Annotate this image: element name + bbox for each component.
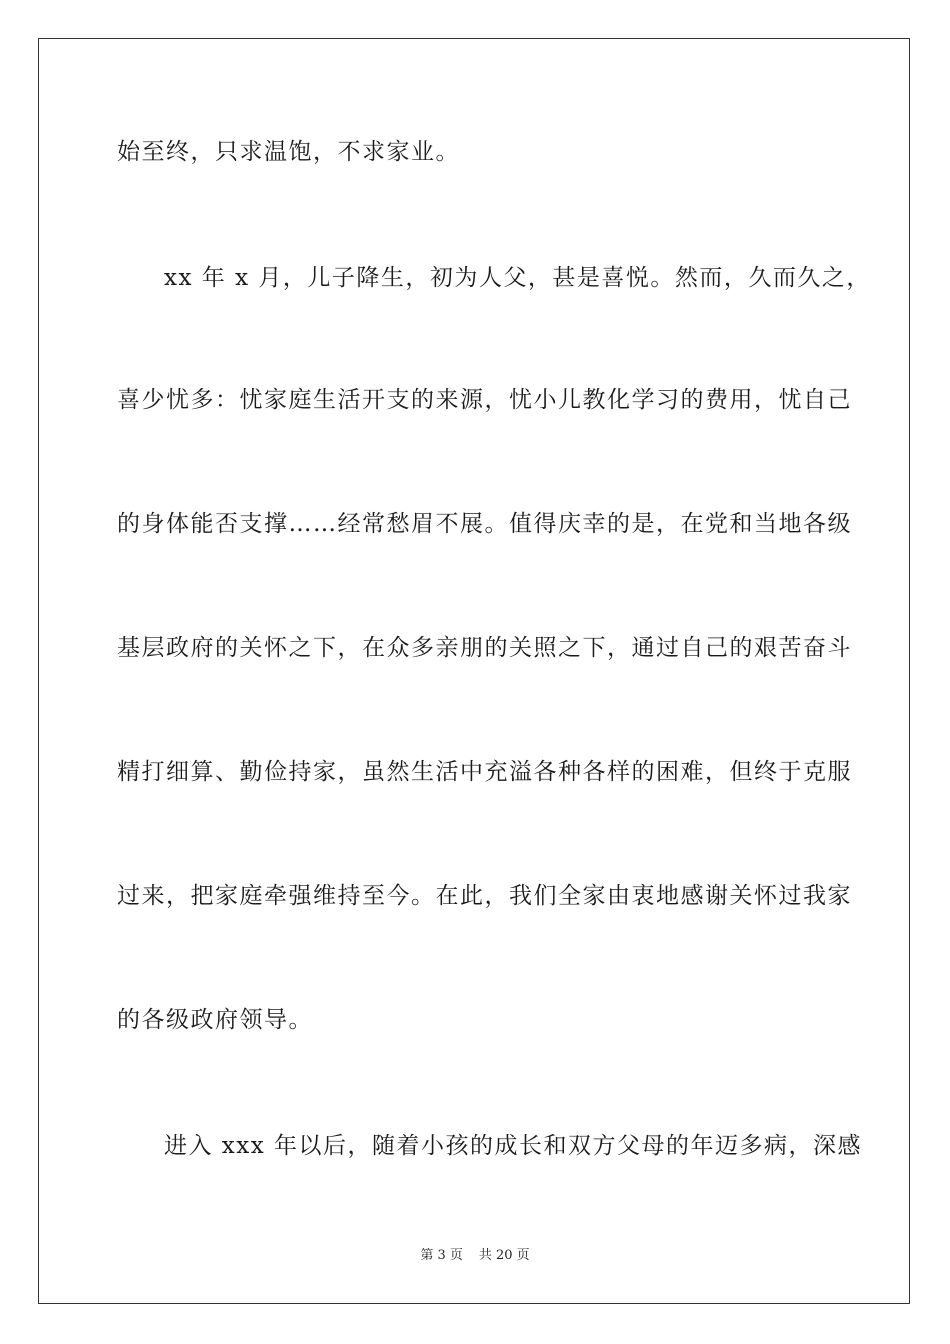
text-line-1: 始至终，只求温饱，不求家业。 <box>117 139 460 165</box>
text-line-4: 的身体能否支撑……经常愁眉不展。值得庆幸的是，在党和当地各级 <box>117 511 852 537</box>
page-frame <box>38 38 910 1304</box>
text-line-5: 基层政府的关怀之下，在众多亲朋的关照之下，通过自己的艰苦奋斗 <box>117 635 852 661</box>
text-line-8: 的各级政府领导。 <box>117 1007 313 1033</box>
page-number: 第 3 页 <box>420 1248 463 1263</box>
page-footer <box>0 1247 950 1265</box>
text-line-3: 喜少忧多：忧家庭生活开支的来源，忧小儿教化学习的费用，忧自己 <box>117 387 852 413</box>
text-line-7: 过来，把家庭牵强维持至今。在此，我们全家由衷地感谢关怀过我家 <box>117 883 852 909</box>
text-line-2: xx 年 x 月，儿子降生，初为人父，甚是喜悦。然而，久而久之， <box>164 265 871 291</box>
page-total: 共 20 页 <box>478 1248 530 1263</box>
text-line-6: 精打细算、勤俭持家，虽然生活中充溢各种各样的困难，但终于克服 <box>117 759 852 785</box>
text-line-9: 进入 xxx 年以后，随着小孩的成长和双方父母的年迈多病，深感 <box>164 1133 863 1159</box>
